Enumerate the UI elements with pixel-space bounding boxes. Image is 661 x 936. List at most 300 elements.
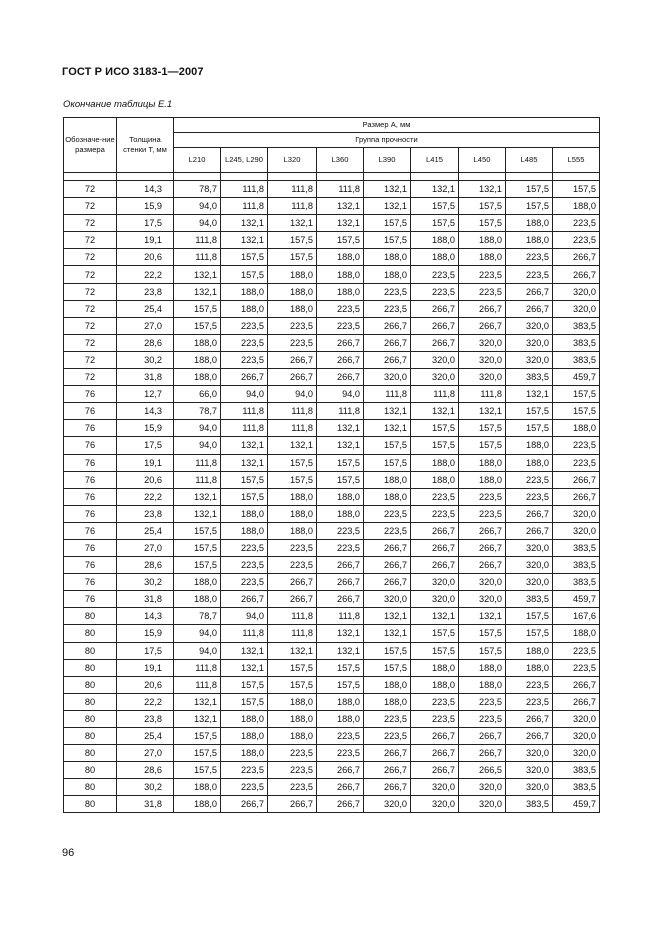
cell-designation: 72 bbox=[64, 198, 117, 215]
cell-designation: 80 bbox=[64, 728, 117, 745]
table-row bbox=[64, 557, 600, 574]
cell-value: 111,8 bbox=[174, 232, 221, 249]
table-row bbox=[64, 351, 600, 368]
cell-value: 78,7 bbox=[174, 403, 221, 420]
cell-value: 223,5 bbox=[317, 539, 364, 556]
cell-value: 157,5 bbox=[221, 266, 268, 283]
cell-value: 132,1 bbox=[364, 198, 411, 215]
table-row bbox=[64, 505, 600, 522]
cell-thickness: 27,0 bbox=[117, 317, 174, 334]
cell-value: 320,0 bbox=[553, 300, 600, 317]
cell-value: 320,0 bbox=[506, 351, 553, 368]
cell-value: 188,0 bbox=[364, 676, 411, 693]
cell-value: 188,0 bbox=[221, 283, 268, 300]
cell-value: 132,1 bbox=[317, 642, 364, 659]
cell-value: 320,0 bbox=[459, 779, 506, 796]
cell-designation: 72 bbox=[64, 266, 117, 283]
cell-thickness: 23,8 bbox=[117, 505, 174, 522]
cell-value: 266,7 bbox=[221, 591, 268, 608]
table-body bbox=[64, 173, 600, 813]
cell-value: 188,0 bbox=[411, 249, 459, 266]
cell-value: 320,0 bbox=[364, 591, 411, 608]
cell-value: 223,5 bbox=[506, 471, 553, 488]
cell-value: 157,5 bbox=[174, 762, 221, 779]
cell-value: 266,7 bbox=[459, 745, 506, 762]
cell-value: 223,5 bbox=[317, 522, 364, 539]
cell-value: 266,7 bbox=[459, 317, 506, 334]
cell-value: 188,0 bbox=[459, 232, 506, 249]
cell-value: 94,0 bbox=[174, 215, 221, 232]
cell-thickness: 14,3 bbox=[117, 403, 174, 420]
cell-value: 188,0 bbox=[174, 369, 221, 386]
header-grade: L555 bbox=[553, 148, 600, 173]
cell-designation: 76 bbox=[64, 386, 117, 403]
cell-value: 157,5 bbox=[506, 625, 553, 642]
cell-value: 223,5 bbox=[553, 215, 600, 232]
cell-value: 188,0 bbox=[317, 710, 364, 727]
cell-thickness: 30,2 bbox=[117, 351, 174, 368]
cell-value: 132,1 bbox=[174, 710, 221, 727]
cell-designation: 80 bbox=[64, 779, 117, 796]
cell-value: 157,5 bbox=[174, 522, 221, 539]
cell-value: 157,5 bbox=[411, 625, 459, 642]
cell-value: 111,8 bbox=[317, 181, 364, 198]
cell-value: 266,7 bbox=[364, 574, 411, 591]
cell-value: 188,0 bbox=[317, 283, 364, 300]
cell-thickness: 15,9 bbox=[117, 420, 174, 437]
cell-value: 111,8 bbox=[174, 249, 221, 266]
cell-value: 188,0 bbox=[364, 488, 411, 505]
cell-designation: 76 bbox=[64, 591, 117, 608]
table-row bbox=[64, 471, 600, 488]
cell-thickness: 30,2 bbox=[117, 779, 174, 796]
cell-thickness: 22,2 bbox=[117, 693, 174, 710]
cell-value: 157,5 bbox=[174, 300, 221, 317]
cell-value: 132,1 bbox=[317, 437, 364, 454]
cell-value: 223,5 bbox=[553, 437, 600, 454]
cell-value: 111,8 bbox=[268, 420, 317, 437]
cell-value: 223,5 bbox=[317, 745, 364, 762]
cell-value: 320,0 bbox=[553, 283, 600, 300]
cell-value: 157,5 bbox=[364, 642, 411, 659]
cell-thickness: 25,4 bbox=[117, 300, 174, 317]
cell-value: 266,7 bbox=[317, 351, 364, 368]
cell-designation: 80 bbox=[64, 745, 117, 762]
cell-value: 157,5 bbox=[268, 676, 317, 693]
cell-value: 132,1 bbox=[174, 488, 221, 505]
cell-value: 266,7 bbox=[459, 728, 506, 745]
table-row bbox=[64, 215, 600, 232]
cell-value: 266,7 bbox=[317, 334, 364, 351]
cell-value: 78,7 bbox=[174, 608, 221, 625]
cell-value: 94,0 bbox=[174, 625, 221, 642]
cell-value: 223,5 bbox=[459, 283, 506, 300]
cell-value: 223,5 bbox=[268, 779, 317, 796]
cell-value: 188,0 bbox=[268, 693, 317, 710]
cell-value: 223,5 bbox=[411, 283, 459, 300]
cell-designation: 76 bbox=[64, 471, 117, 488]
cell-value: 132,1 bbox=[174, 266, 221, 283]
table-row bbox=[64, 762, 600, 779]
cell-value: 157,5 bbox=[553, 181, 600, 198]
table-row bbox=[64, 232, 600, 249]
cell-value: 266,7 bbox=[317, 574, 364, 591]
cell-value: 157,5 bbox=[174, 745, 221, 762]
cell-thickness: 25,4 bbox=[117, 522, 174, 539]
cell-value: 223,5 bbox=[221, 762, 268, 779]
cell-value: 188,0 bbox=[506, 659, 553, 676]
cell-value: 320,0 bbox=[506, 317, 553, 334]
cell-value: 459,7 bbox=[553, 591, 600, 608]
cell-value: 266,7 bbox=[506, 728, 553, 745]
cell-value: 94,0 bbox=[174, 198, 221, 215]
cell-value: 157,5 bbox=[268, 471, 317, 488]
cell-value: 223,5 bbox=[268, 334, 317, 351]
cell-value: 320,0 bbox=[364, 796, 411, 813]
cell-value: 188,0 bbox=[506, 642, 553, 659]
cell-value: 223,5 bbox=[506, 266, 553, 283]
cell-value: 223,5 bbox=[411, 693, 459, 710]
cell-value: 188,0 bbox=[174, 351, 221, 368]
cell-value: 223,5 bbox=[364, 728, 411, 745]
cell-value: 157,5 bbox=[364, 659, 411, 676]
cell-value: 111,8 bbox=[221, 181, 268, 198]
cell-value: 132,1 bbox=[364, 420, 411, 437]
cell-value: 320,0 bbox=[459, 369, 506, 386]
cell-value: 266,7 bbox=[364, 351, 411, 368]
cell-value: 78,7 bbox=[174, 181, 221, 198]
cell-designation: 80 bbox=[64, 693, 117, 710]
cell-value: 266,7 bbox=[268, 351, 317, 368]
cell-designation: 72 bbox=[64, 334, 117, 351]
cell-value: 320,0 bbox=[506, 779, 553, 796]
cell-value: 266,7 bbox=[553, 249, 600, 266]
table-row bbox=[64, 693, 600, 710]
cell-value: 132,1 bbox=[221, 437, 268, 454]
cell-value: 383,5 bbox=[553, 317, 600, 334]
cell-value: 320,0 bbox=[411, 351, 459, 368]
cell-value: 266,7 bbox=[411, 762, 459, 779]
cell-thickness: 22,2 bbox=[117, 488, 174, 505]
cell-value: 132,1 bbox=[411, 181, 459, 198]
cell-value: 320,0 bbox=[411, 369, 459, 386]
cell-designation: 76 bbox=[64, 522, 117, 539]
cell-value: 188,0 bbox=[317, 693, 364, 710]
cell-value: 157,5 bbox=[317, 676, 364, 693]
cell-value: 157,5 bbox=[268, 454, 317, 471]
cell-value: 132,1 bbox=[317, 215, 364, 232]
cell-value: 188,0 bbox=[506, 215, 553, 232]
cell-value: 188,0 bbox=[459, 471, 506, 488]
cell-value: 223,5 bbox=[411, 710, 459, 727]
cell-value: 111,8 bbox=[174, 676, 221, 693]
cell-value: 383,5 bbox=[553, 334, 600, 351]
cell-value: 223,5 bbox=[221, 539, 268, 556]
header-size-group: Размер A, мм bbox=[174, 118, 600, 133]
cell-value: 188,0 bbox=[268, 728, 317, 745]
cell-value: 383,5 bbox=[553, 351, 600, 368]
cell-value: 157,5 bbox=[459, 215, 506, 232]
cell-thickness: 23,8 bbox=[117, 710, 174, 727]
cell-value: 266,7 bbox=[459, 557, 506, 574]
table-row bbox=[64, 266, 600, 283]
cell-value: 157,5 bbox=[506, 181, 553, 198]
table-row bbox=[64, 249, 600, 266]
cell-value: 223,5 bbox=[364, 522, 411, 539]
cell-value: 157,5 bbox=[411, 420, 459, 437]
cell-value: 223,5 bbox=[364, 710, 411, 727]
cell-value: 132,1 bbox=[364, 608, 411, 625]
cell-value: 266,7 bbox=[506, 505, 553, 522]
cell-designation: 72 bbox=[64, 283, 117, 300]
cell-value: 132,1 bbox=[411, 403, 459, 420]
cell-value: 157,5 bbox=[459, 437, 506, 454]
cell-thickness: 14,3 bbox=[117, 181, 174, 198]
cell-value: 132,1 bbox=[506, 386, 553, 403]
cell-value: 266,7 bbox=[411, 557, 459, 574]
cell-value: 188,0 bbox=[506, 232, 553, 249]
cell-value: 188,0 bbox=[553, 625, 600, 642]
cell-value: 167,6 bbox=[553, 608, 600, 625]
cell-designation: 72 bbox=[64, 215, 117, 232]
cell-value: 266,7 bbox=[268, 574, 317, 591]
cell-value: 188,0 bbox=[268, 283, 317, 300]
cell-thickness: 20,6 bbox=[117, 471, 174, 488]
cell-value: 157,5 bbox=[364, 454, 411, 471]
cell-value: 157,5 bbox=[268, 249, 317, 266]
cell-value: 383,5 bbox=[553, 762, 600, 779]
cell-thickness: 14,3 bbox=[117, 608, 174, 625]
cell-value: 188,0 bbox=[411, 659, 459, 676]
cell-value: 266,7 bbox=[317, 762, 364, 779]
cell-designation: 80 bbox=[64, 762, 117, 779]
cell-value: 266,7 bbox=[268, 796, 317, 813]
cell-value: 383,5 bbox=[553, 557, 600, 574]
cell-value: 157,5 bbox=[174, 557, 221, 574]
header-grade: L485 bbox=[506, 148, 553, 173]
cell-thickness: 19,1 bbox=[117, 659, 174, 676]
cell-value: 157,5 bbox=[459, 625, 506, 642]
table-row bbox=[64, 642, 600, 659]
cell-value: 157,5 bbox=[506, 608, 553, 625]
cell-value: 157,5 bbox=[411, 642, 459, 659]
cell-value: 223,5 bbox=[364, 283, 411, 300]
cell-value: 266,7 bbox=[317, 796, 364, 813]
cell-value: 266,7 bbox=[364, 334, 411, 351]
cell-thickness: 22,2 bbox=[117, 266, 174, 283]
cell-value: 111,8 bbox=[459, 386, 506, 403]
cell-value: 132,1 bbox=[459, 608, 506, 625]
cell-value: 94,0 bbox=[317, 386, 364, 403]
cell-designation: 80 bbox=[64, 796, 117, 813]
cell-value: 266,7 bbox=[317, 591, 364, 608]
cell-value: 320,0 bbox=[459, 334, 506, 351]
cell-value: 157,5 bbox=[317, 659, 364, 676]
cell-value: 132,1 bbox=[268, 215, 317, 232]
cell-thickness: 15,9 bbox=[117, 198, 174, 215]
cell-value: 188,0 bbox=[174, 796, 221, 813]
cell-designation: 80 bbox=[64, 659, 117, 676]
cell-value: 223,5 bbox=[221, 574, 268, 591]
table-row bbox=[64, 796, 600, 813]
cell-value: 94,0 bbox=[221, 608, 268, 625]
cell-value: 132,1 bbox=[317, 625, 364, 642]
cell-value: 157,5 bbox=[221, 693, 268, 710]
cell-value: 223,5 bbox=[268, 745, 317, 762]
cell-thickness: 27,0 bbox=[117, 745, 174, 762]
cell-value: 111,8 bbox=[268, 608, 317, 625]
cell-designation: 76 bbox=[64, 454, 117, 471]
header-spacer-row bbox=[64, 173, 600, 181]
cell-value: 157,5 bbox=[506, 403, 553, 420]
cell-value: 383,5 bbox=[553, 574, 600, 591]
page-number: 96 bbox=[62, 847, 75, 859]
cell-value: 132,1 bbox=[174, 693, 221, 710]
cell-value: 111,8 bbox=[268, 403, 317, 420]
cell-value: 320,0 bbox=[459, 591, 506, 608]
cell-value: 188,0 bbox=[317, 488, 364, 505]
cell-value: 266,7 bbox=[411, 745, 459, 762]
cell-value: 188,0 bbox=[553, 198, 600, 215]
cell-value: 66,0 bbox=[174, 386, 221, 403]
cell-designation: 72 bbox=[64, 232, 117, 249]
cell-designation: 72 bbox=[64, 351, 117, 368]
cell-value: 266,7 bbox=[553, 488, 600, 505]
cell-value: 111,8 bbox=[174, 471, 221, 488]
cell-value: 266,7 bbox=[364, 539, 411, 556]
cell-value: 266,7 bbox=[506, 300, 553, 317]
cell-value: 223,5 bbox=[553, 642, 600, 659]
cell-value: 157,5 bbox=[364, 232, 411, 249]
cell-value: 320,0 bbox=[506, 762, 553, 779]
cell-value: 188,0 bbox=[411, 232, 459, 249]
cell-value: 223,5 bbox=[506, 249, 553, 266]
cell-value: 132,1 bbox=[459, 403, 506, 420]
header-grade: L415 bbox=[411, 148, 459, 173]
cell-value: 223,5 bbox=[221, 334, 268, 351]
header-strength-group: Группа прочности bbox=[174, 133, 600, 148]
cell-value: 132,1 bbox=[317, 198, 364, 215]
cell-value: 320,0 bbox=[459, 574, 506, 591]
header-grade: L245, L290 bbox=[221, 148, 268, 173]
cell-value: 157,5 bbox=[317, 454, 364, 471]
cell-value: 223,5 bbox=[221, 557, 268, 574]
cell-value: 223,5 bbox=[268, 539, 317, 556]
cell-value: 320,0 bbox=[553, 745, 600, 762]
cell-value: 266,7 bbox=[364, 317, 411, 334]
cell-thickness: 17,5 bbox=[117, 642, 174, 659]
cell-value: 188,0 bbox=[268, 300, 317, 317]
cell-value: 157,5 bbox=[317, 471, 364, 488]
cell-value: 320,0 bbox=[411, 591, 459, 608]
cell-thickness: 28,6 bbox=[117, 334, 174, 351]
cell-value: 320,0 bbox=[459, 796, 506, 813]
cell-value: 157,5 bbox=[268, 232, 317, 249]
cell-value: 459,7 bbox=[553, 369, 600, 386]
cell-value: 188,0 bbox=[317, 505, 364, 522]
cell-value: 223,5 bbox=[411, 266, 459, 283]
cell-value: 223,5 bbox=[553, 659, 600, 676]
table-row bbox=[64, 488, 600, 505]
cell-value: 266,7 bbox=[411, 522, 459, 539]
cell-value: 188,0 bbox=[506, 454, 553, 471]
table-row bbox=[64, 334, 600, 351]
table-row bbox=[64, 728, 600, 745]
cell-value: 266,7 bbox=[364, 745, 411, 762]
cell-value: 132,1 bbox=[268, 642, 317, 659]
cell-designation: 72 bbox=[64, 249, 117, 266]
cell-value: 320,0 bbox=[364, 369, 411, 386]
cell-value: 223,5 bbox=[459, 266, 506, 283]
cell-value: 223,5 bbox=[506, 693, 553, 710]
cell-value: 383,5 bbox=[506, 796, 553, 813]
cell-value: 383,5 bbox=[506, 591, 553, 608]
cell-value: 157,5 bbox=[364, 437, 411, 454]
cell-value: 188,0 bbox=[364, 693, 411, 710]
cell-value: 132,1 bbox=[364, 625, 411, 642]
cell-value: 94,0 bbox=[221, 386, 268, 403]
cell-value: 383,5 bbox=[506, 369, 553, 386]
cell-value: 157,5 bbox=[459, 642, 506, 659]
cell-value: 111,8 bbox=[268, 181, 317, 198]
cell-value: 266,7 bbox=[411, 300, 459, 317]
cell-value: 266,7 bbox=[317, 557, 364, 574]
cell-value: 223,5 bbox=[364, 505, 411, 522]
cell-value: 94,0 bbox=[174, 420, 221, 437]
cell-value: 223,5 bbox=[459, 710, 506, 727]
cell-value: 188,0 bbox=[506, 437, 553, 454]
cell-value: 266,7 bbox=[317, 779, 364, 796]
cell-value: 157,5 bbox=[411, 198, 459, 215]
header-grade: L360 bbox=[317, 148, 364, 173]
cell-designation: 76 bbox=[64, 488, 117, 505]
cell-value: 188,0 bbox=[364, 266, 411, 283]
cell-value: 188,0 bbox=[221, 505, 268, 522]
cell-value: 223,5 bbox=[506, 488, 553, 505]
cell-value: 266,7 bbox=[553, 471, 600, 488]
cell-designation: 80 bbox=[64, 710, 117, 727]
cell-value: 266,7 bbox=[411, 317, 459, 334]
cell-thickness: 30,2 bbox=[117, 574, 174, 591]
table-row bbox=[64, 779, 600, 796]
table-caption: Окончание таблицы Е.1 bbox=[63, 99, 173, 110]
cell-thickness: 23,8 bbox=[117, 283, 174, 300]
cell-value: 266,7 bbox=[459, 539, 506, 556]
cell-value: 188,0 bbox=[459, 249, 506, 266]
cell-value: 383,5 bbox=[553, 779, 600, 796]
cell-value: 157,5 bbox=[553, 403, 600, 420]
cell-designation: 76 bbox=[64, 403, 117, 420]
cell-designation: 72 bbox=[64, 300, 117, 317]
cell-value: 188,0 bbox=[221, 300, 268, 317]
cell-value: 320,0 bbox=[506, 745, 553, 762]
cell-value: 459,7 bbox=[553, 796, 600, 813]
cell-thickness: 19,1 bbox=[117, 232, 174, 249]
cell-value: 157,5 bbox=[221, 471, 268, 488]
cell-value: 188,0 bbox=[174, 779, 221, 796]
cell-thickness: 20,6 bbox=[117, 249, 174, 266]
cell-value: 223,5 bbox=[317, 728, 364, 745]
cell-value: 111,8 bbox=[174, 454, 221, 471]
cell-value: 320,0 bbox=[553, 522, 600, 539]
cell-value: 111,8 bbox=[221, 420, 268, 437]
cell-value: 266,7 bbox=[268, 591, 317, 608]
cell-value: 266,7 bbox=[221, 796, 268, 813]
cell-value: 157,5 bbox=[364, 215, 411, 232]
header-grade: L210 bbox=[174, 148, 221, 173]
table-row bbox=[64, 198, 600, 215]
cell-designation: 72 bbox=[64, 181, 117, 198]
